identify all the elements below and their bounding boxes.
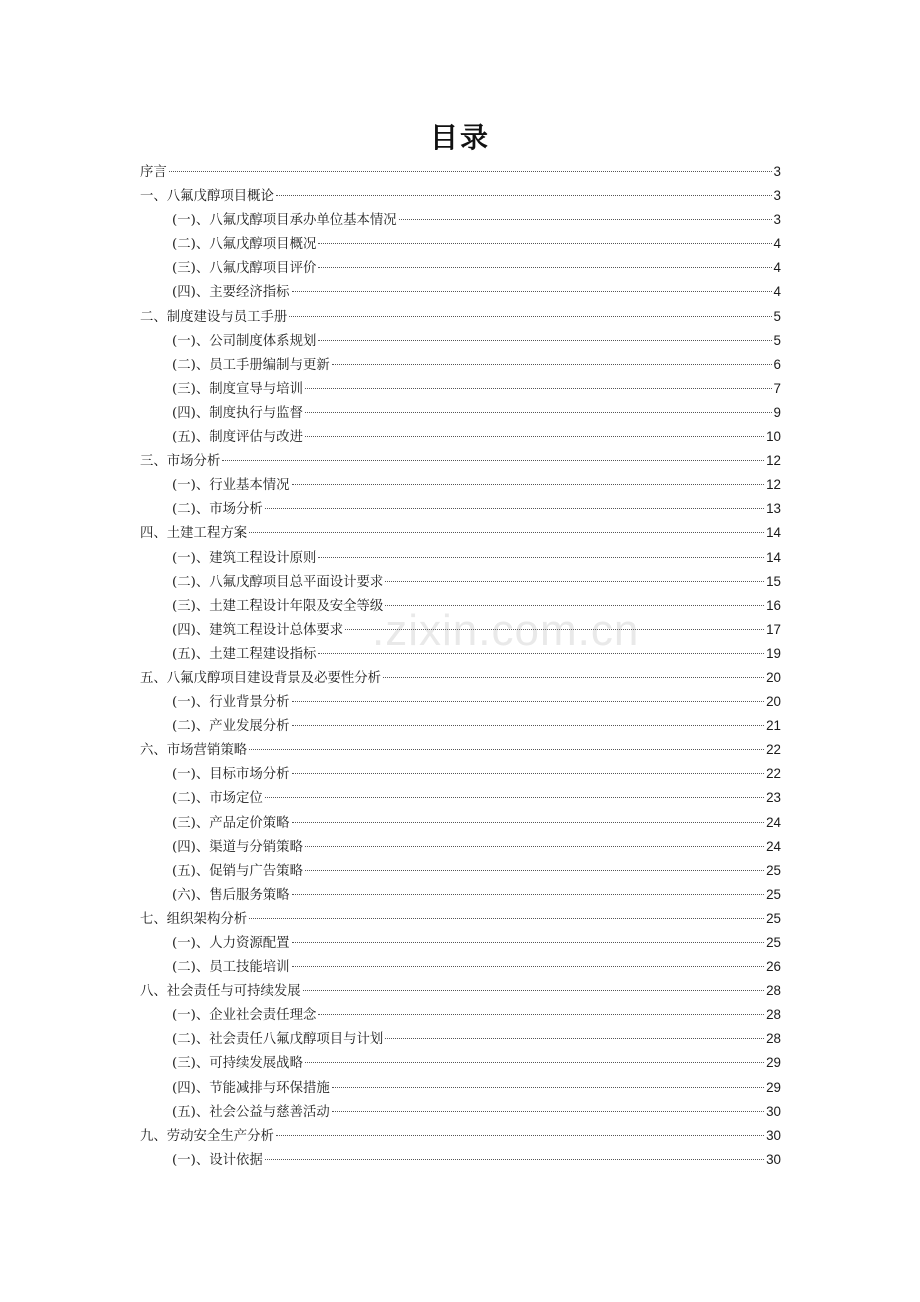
toc-entry-page-number: 7 bbox=[773, 380, 781, 396]
toc-entry-page-number: 4 bbox=[773, 236, 781, 252]
toc-dot-leader bbox=[265, 1159, 764, 1160]
toc-entry-label: (一)、行业基本情况 bbox=[172, 478, 290, 494]
toc-entry-page-number: 3 bbox=[773, 188, 781, 204]
toc-entry-page-number: 5 bbox=[773, 308, 781, 324]
toc-entry[interactable] bbox=[140, 1076, 781, 1100]
toc-entry[interactable] bbox=[140, 714, 781, 738]
toc-entry-label: (六)、售后服务策略 bbox=[172, 887, 290, 903]
toc-entry-page-number: 25 bbox=[766, 910, 781, 926]
toc-entry-label: (二)、员工手册编制与更新 bbox=[172, 357, 330, 373]
toc-entry-page-number: 29 bbox=[766, 1055, 781, 1071]
toc-entry-page-number: 20 bbox=[766, 669, 781, 685]
toc-entry[interactable] bbox=[140, 762, 781, 786]
toc-dot-leader bbox=[318, 557, 764, 558]
toc-entry-page-number: 25 bbox=[766, 886, 781, 902]
toc-dot-leader bbox=[249, 749, 764, 750]
toc-entry-label: (二)、八氟戊醇项目总平面设计要求 bbox=[172, 574, 384, 590]
toc-entry-page-number: 20 bbox=[766, 694, 781, 710]
toc-dot-leader bbox=[265, 508, 764, 509]
toc-entry-label: 序言 bbox=[140, 165, 167, 180]
toc-dot-leader bbox=[289, 316, 771, 317]
toc-entry-page-number: 25 bbox=[766, 935, 781, 950]
toc-entry[interactable] bbox=[140, 738, 781, 762]
toc-entry-page-number: 6 bbox=[773, 356, 781, 372]
toc-entry-label: 一、八氟戊醇项目概论 bbox=[140, 189, 274, 205]
toc-entry[interactable] bbox=[140, 256, 781, 280]
toc-entry[interactable] bbox=[140, 425, 781, 449]
toc-entry[interactable] bbox=[140, 208, 781, 232]
toc-dot-leader bbox=[385, 1038, 764, 1039]
toc-entry[interactable] bbox=[140, 1003, 781, 1027]
toc-dot-leader bbox=[292, 725, 765, 726]
toc-entry-label: 四、土建工程方案 bbox=[140, 526, 248, 542]
toc-entry-label: 三、市场分析 bbox=[140, 454, 221, 470]
toc-entry-page-number: 21 bbox=[766, 718, 781, 734]
toc-entry-label: 七、组织架构分析 bbox=[140, 911, 248, 927]
toc-entry-label: (四)、渠道与分销策略 bbox=[172, 839, 303, 855]
toc-entry-page-number: 28 bbox=[766, 983, 781, 999]
toc-dot-leader bbox=[318, 1014, 764, 1015]
toc-dot-leader bbox=[318, 243, 771, 244]
toc-entry-page-number: 30 bbox=[766, 1151, 781, 1167]
toc-dot-leader bbox=[385, 581, 764, 582]
toc-entry-page-number: 30 bbox=[766, 1127, 781, 1143]
toc-entry[interactable] bbox=[140, 521, 781, 545]
toc-entry-label: (五)、社会公益与慈善活动 bbox=[172, 1104, 330, 1120]
toc-entry-label: (一)、公司制度体系规划 bbox=[172, 333, 317, 349]
toc-entry-page-number: 26 bbox=[766, 959, 781, 975]
toc-entry-label: (一)、建筑工程设计原则 bbox=[172, 550, 317, 566]
toc-entry-label: (二)、市场分析 bbox=[172, 502, 263, 518]
toc-entry-page-number: 24 bbox=[766, 838, 781, 854]
toc-dot-leader bbox=[305, 870, 764, 871]
toc-entry-label: (五)、制度评估与改进 bbox=[172, 430, 303, 446]
toc-entry[interactable] bbox=[140, 377, 781, 401]
toc-entry-page-number: 14 bbox=[766, 549, 781, 565]
toc-entry-label: (二)、社会责任八氟戊醇项目与计划 bbox=[172, 1032, 384, 1048]
toc-entry[interactable] bbox=[140, 401, 781, 425]
toc-entry-page-number: 4 bbox=[773, 284, 781, 300]
toc-dot-leader bbox=[292, 773, 765, 774]
toc-entry[interactable] bbox=[140, 786, 781, 810]
toc-entry-label: (三)、制度宣导与培训 bbox=[172, 381, 303, 397]
table-of-contents bbox=[140, 160, 781, 1172]
toc-dot-leader bbox=[332, 1111, 764, 1112]
toc-dot-leader bbox=[318, 340, 771, 341]
toc-entry-label: (四)、制度执行与监督 bbox=[172, 405, 303, 421]
toc-entry-page-number: 25 bbox=[766, 862, 781, 878]
toc-entry-page-number: 15 bbox=[766, 573, 781, 589]
toc-entry[interactable] bbox=[140, 1027, 781, 1051]
toc-entry-label: (三)、可持续发展战略 bbox=[172, 1056, 303, 1072]
toc-entry-label: 六、市场营销策略 bbox=[140, 743, 248, 759]
toc-entry[interactable] bbox=[140, 570, 781, 594]
toc-dot-leader bbox=[383, 677, 764, 678]
toc-dot-leader bbox=[318, 653, 764, 654]
toc-entry-label: 二、制度建设与员工手册 bbox=[140, 309, 288, 325]
toc-dot-leader bbox=[305, 388, 772, 389]
watermark-text: .zixin.com.cn bbox=[372, 606, 640, 655]
toc-entry[interactable] bbox=[140, 690, 781, 714]
toc-entry[interactable] bbox=[140, 280, 781, 304]
toc-entry-page-number: 29 bbox=[766, 1079, 781, 1095]
toc-entry-label: 五、八氟戊醇项目建设背景及必要性分析 bbox=[140, 670, 382, 686]
toc-entry[interactable] bbox=[140, 353, 781, 377]
toc-entry[interactable] bbox=[140, 883, 781, 907]
toc-entry-label: (三)、产品定价策略 bbox=[172, 815, 290, 831]
toc-entry[interactable] bbox=[140, 305, 781, 329]
toc-entry[interactable] bbox=[140, 546, 781, 570]
toc-dot-leader bbox=[292, 701, 765, 702]
toc-entry-page-number: 23 bbox=[766, 790, 781, 806]
toc-entry-page-number: 10 bbox=[766, 429, 781, 445]
toc-entry-page-number: 3 bbox=[773, 212, 781, 228]
toc-entry-label: 九、劳动安全生产分析 bbox=[140, 1128, 274, 1144]
toc-dot-leader bbox=[303, 990, 764, 991]
toc-entry-label: (五)、土建工程建设指标 bbox=[172, 646, 317, 662]
toc-entry-label: (一)、企业社会责任理念 bbox=[172, 1008, 317, 1024]
toc-entry[interactable] bbox=[140, 955, 781, 979]
toc-entry[interactable] bbox=[140, 979, 781, 1003]
toc-entry-label: (三)、土建工程设计年限及安全等级 bbox=[172, 598, 384, 614]
toc-entry[interactable] bbox=[140, 1051, 781, 1075]
toc-entry-label: (一)、八氟戊醇项目承办单位基本情况 bbox=[172, 213, 397, 229]
toc-entry-page-number: 9 bbox=[773, 404, 781, 420]
toc-entry[interactable] bbox=[140, 907, 781, 931]
page-title: 目录 bbox=[429, 121, 490, 154]
toc-entry[interactable] bbox=[140, 1148, 781, 1172]
toc-entry[interactable] bbox=[140, 594, 781, 618]
toc-dot-leader bbox=[222, 460, 764, 461]
toc-dot-leader bbox=[292, 894, 765, 895]
toc-dot-leader bbox=[169, 171, 772, 172]
toc-entry-label: (一)、行业背景分析 bbox=[172, 695, 290, 711]
toc-entry-page-number: 16 bbox=[766, 597, 781, 613]
toc-entry[interactable] bbox=[140, 329, 781, 353]
toc-entry-page-number: 22 bbox=[766, 766, 781, 782]
toc-dot-leader bbox=[318, 267, 771, 268]
toc-dot-leader bbox=[249, 918, 764, 919]
toc-dot-leader bbox=[292, 822, 765, 823]
toc-entry-page-number: 28 bbox=[766, 1031, 781, 1047]
toc-entry-label: (一)、设计依据 bbox=[172, 1152, 263, 1168]
toc-entry[interactable] bbox=[140, 666, 781, 690]
toc-dot-leader bbox=[276, 195, 772, 196]
toc-entry[interactable] bbox=[140, 184, 781, 208]
toc-entry-label: (二)、员工技能培训 bbox=[172, 960, 290, 976]
toc-entry-label: (五)、促销与广告策略 bbox=[172, 863, 303, 879]
toc-dot-leader bbox=[292, 291, 772, 292]
toc-entry-label: (三)、八氟戊醇项目评价 bbox=[172, 261, 317, 277]
toc-entry-page-number: 12 bbox=[766, 477, 781, 493]
toc-entry[interactable] bbox=[140, 859, 781, 883]
toc-entry-label: (四)、建筑工程设计总体要求 bbox=[172, 622, 344, 638]
toc-dot-leader bbox=[332, 1087, 764, 1088]
toc-entry-page-number: 19 bbox=[766, 645, 781, 661]
toc-dot-leader bbox=[292, 484, 765, 485]
toc-entry[interactable] bbox=[140, 232, 781, 256]
toc-dot-leader bbox=[305, 846, 764, 847]
toc-entry-page-number: 22 bbox=[766, 742, 781, 758]
toc-dot-leader bbox=[345, 629, 764, 630]
toc-entry-label: (二)、产业发展分析 bbox=[172, 719, 290, 735]
toc-dot-leader bbox=[249, 532, 764, 533]
toc-dot-leader bbox=[305, 436, 764, 437]
toc-entry[interactable] bbox=[140, 497, 781, 521]
toc-entry-label: (一)、人力资源配置 bbox=[172, 936, 290, 951]
toc-entry-page-number: 14 bbox=[766, 525, 781, 541]
toc-dot-leader bbox=[305, 1062, 764, 1063]
toc-entry-page-number: 3 bbox=[773, 164, 781, 179]
toc-entry-page-number: 5 bbox=[773, 332, 781, 348]
toc-entry[interactable] bbox=[140, 931, 781, 955]
toc-dot-leader bbox=[265, 797, 764, 798]
toc-entry-label: (四)、主要经济指标 bbox=[172, 285, 290, 301]
toc-entry-label: (二)、市场定位 bbox=[172, 791, 263, 807]
toc-entry[interactable] bbox=[140, 160, 781, 184]
toc-entry[interactable] bbox=[140, 1124, 781, 1148]
toc-dot-leader bbox=[276, 1135, 764, 1136]
toc-entry[interactable] bbox=[140, 642, 781, 666]
toc-entry-page-number: 30 bbox=[766, 1103, 781, 1119]
toc-entry-page-number: 24 bbox=[766, 814, 781, 830]
toc-entry[interactable] bbox=[140, 1100, 781, 1124]
toc-entry[interactable] bbox=[140, 449, 781, 473]
toc-entry-label: 八、社会责任与可持续发展 bbox=[140, 984, 301, 1000]
toc-entry[interactable] bbox=[140, 473, 781, 497]
toc-entry-label: (二)、八氟戊醇项目概况 bbox=[172, 237, 317, 253]
toc-entry-page-number: 12 bbox=[766, 453, 781, 469]
toc-dot-leader bbox=[292, 966, 765, 967]
toc-entry-page-number: 17 bbox=[766, 621, 781, 637]
toc-entry-label: (四)、节能减排与环保措施 bbox=[172, 1080, 330, 1096]
toc-entry[interactable] bbox=[140, 811, 781, 835]
toc-dot-leader bbox=[385, 605, 764, 606]
toc-entry-page-number: 13 bbox=[766, 501, 781, 517]
toc-entry-label: (一)、目标市场分析 bbox=[172, 767, 290, 783]
toc-entry[interactable] bbox=[140, 835, 781, 859]
toc-entry[interactable] bbox=[140, 618, 781, 642]
toc-entry-page-number: 4 bbox=[773, 260, 781, 276]
toc-dot-leader bbox=[399, 219, 772, 220]
toc-entry-page-number: 28 bbox=[766, 1007, 781, 1023]
toc-dot-leader bbox=[332, 364, 772, 365]
toc-dot-leader bbox=[292, 942, 765, 943]
toc-dot-leader bbox=[305, 412, 772, 413]
